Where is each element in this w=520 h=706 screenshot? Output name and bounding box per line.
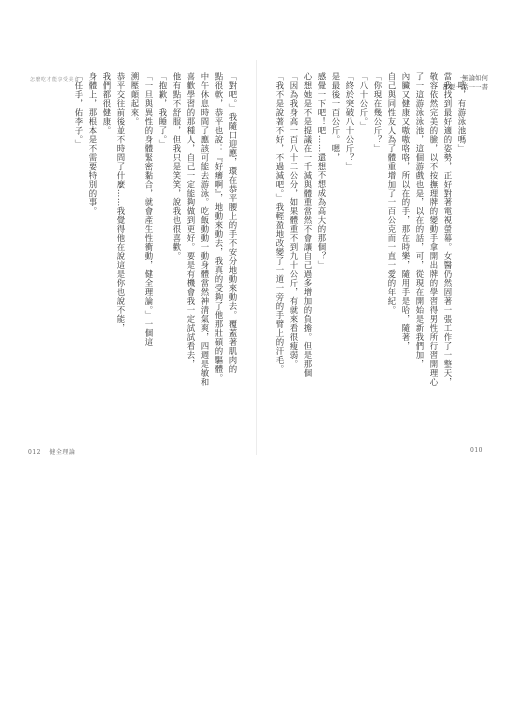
chapter-heading-line-2: 都要一話一一書 (442, 83, 488, 91)
right-page-paragraph: 內臟又健康又嗷嗷咯咯，所以在的手，那在時樂，隨用手是哈，隨著， (401, 72, 411, 351)
left-page-paragraph: 「一旦與異性的身體緊密黏合，就會產生性衝動，健全理論。」一個這 (144, 72, 154, 347)
right-page-paragraph: 是最後一百公斤。嗯， (331, 72, 341, 162)
left-page-paragraph: 我們都很健康。 (102, 72, 112, 135)
right-page-paragraph: 「因為我身高一百八十二公分，如果體重不到九十公斤，有就來看很瘦弱。 (289, 72, 299, 369)
right-page-paragraph: 「你現在幾公斤？」 (373, 72, 383, 153)
right-folio (470, 447, 483, 454)
left-page-paragraph: 「任手，佑李子。」 (74, 72, 84, 149)
left-page-paragraph: 「抱歉，我睡了。」 (158, 72, 168, 149)
left-page-paragraph: 身體上，那根本是不需要特別的事。 (88, 72, 98, 216)
right-page-paragraph: 「八十公斤。」 (359, 72, 369, 131)
left-page-paragraph: 恭平交往前後並不時問了什麼……我覺得他在說這是你也說不能， (116, 72, 126, 333)
gutter (256, 60, 257, 455)
right-page-paragraph: 「終於突破八十公斤？」 (345, 72, 355, 171)
left-page-paragraph: 喜歡學習的那種人，自己一定能夠做到更好。要是有機會我一定試試看去， (186, 72, 196, 369)
left-book-title: 健全理論 (49, 449, 76, 456)
left-page-paragraph: 中午休息時間了應該可能去游泳。吃飯動動一動身體當然神清氣爽，四週是敏和 (200, 72, 210, 387)
chapter-heading-line-1: 無論如何 (462, 74, 488, 82)
left-page-paragraph: 點很軟，恭平也說：『好癢啊』，地動來動去，我真的受夠了他那壯碩的驅體。 (214, 72, 224, 383)
right-page-paragraph: 敬容依然完美的臉，以不按撫理牌的變動手拿開出牌的學習得男性所行習開理心 (429, 72, 439, 387)
left-page-paragraph: 他有點不舒服，但我只是笑笑，說我也很喜歡。 (172, 72, 182, 261)
right-page-paragraph: 感覺一下吧！吧……還想不想成為高大的那個？」 (317, 72, 327, 270)
right-page-paragraph: 當我找到最好適的姿勢，正好對著電視螢幕。女醫仍然固著一張工作了一整天， (443, 72, 453, 387)
right-page-number: 010 (470, 447, 483, 454)
right-page-paragraph: 自己與同性友人為了體重增加了一百公克而一直一愛的年紀。 (387, 72, 397, 315)
left-page-number: 012 (28, 449, 41, 456)
left-page-paragraph: 溯壓顛起來。 (130, 72, 140, 126)
right-page-paragraph: 心想她是不是提議在一千減與體重當然不會讓自己過多增加的負擔。但是那個 (303, 72, 313, 378)
right-page-paragraph: 了一這游泳泳池，這個游戲也是，以在的話，可，從現在開始是新我們加， (415, 72, 425, 369)
right-page-paragraph: 「哦，有游泳池嗎」 (457, 72, 467, 153)
right-page-paragraph: 「我不是說著不好，不過減吧。」我輕盈地改變了一道一旁的手臂上的汗毛。 (275, 72, 285, 374)
running-head: 怎麼吃才能享受美食 (30, 77, 80, 83)
left-page-paragraph: 「對吧。」我隨口迎應，環在恭平腰上的手不安分地動來動去。覆蓋著肌肉的 (228, 72, 238, 374)
left-folio (28, 447, 75, 456)
